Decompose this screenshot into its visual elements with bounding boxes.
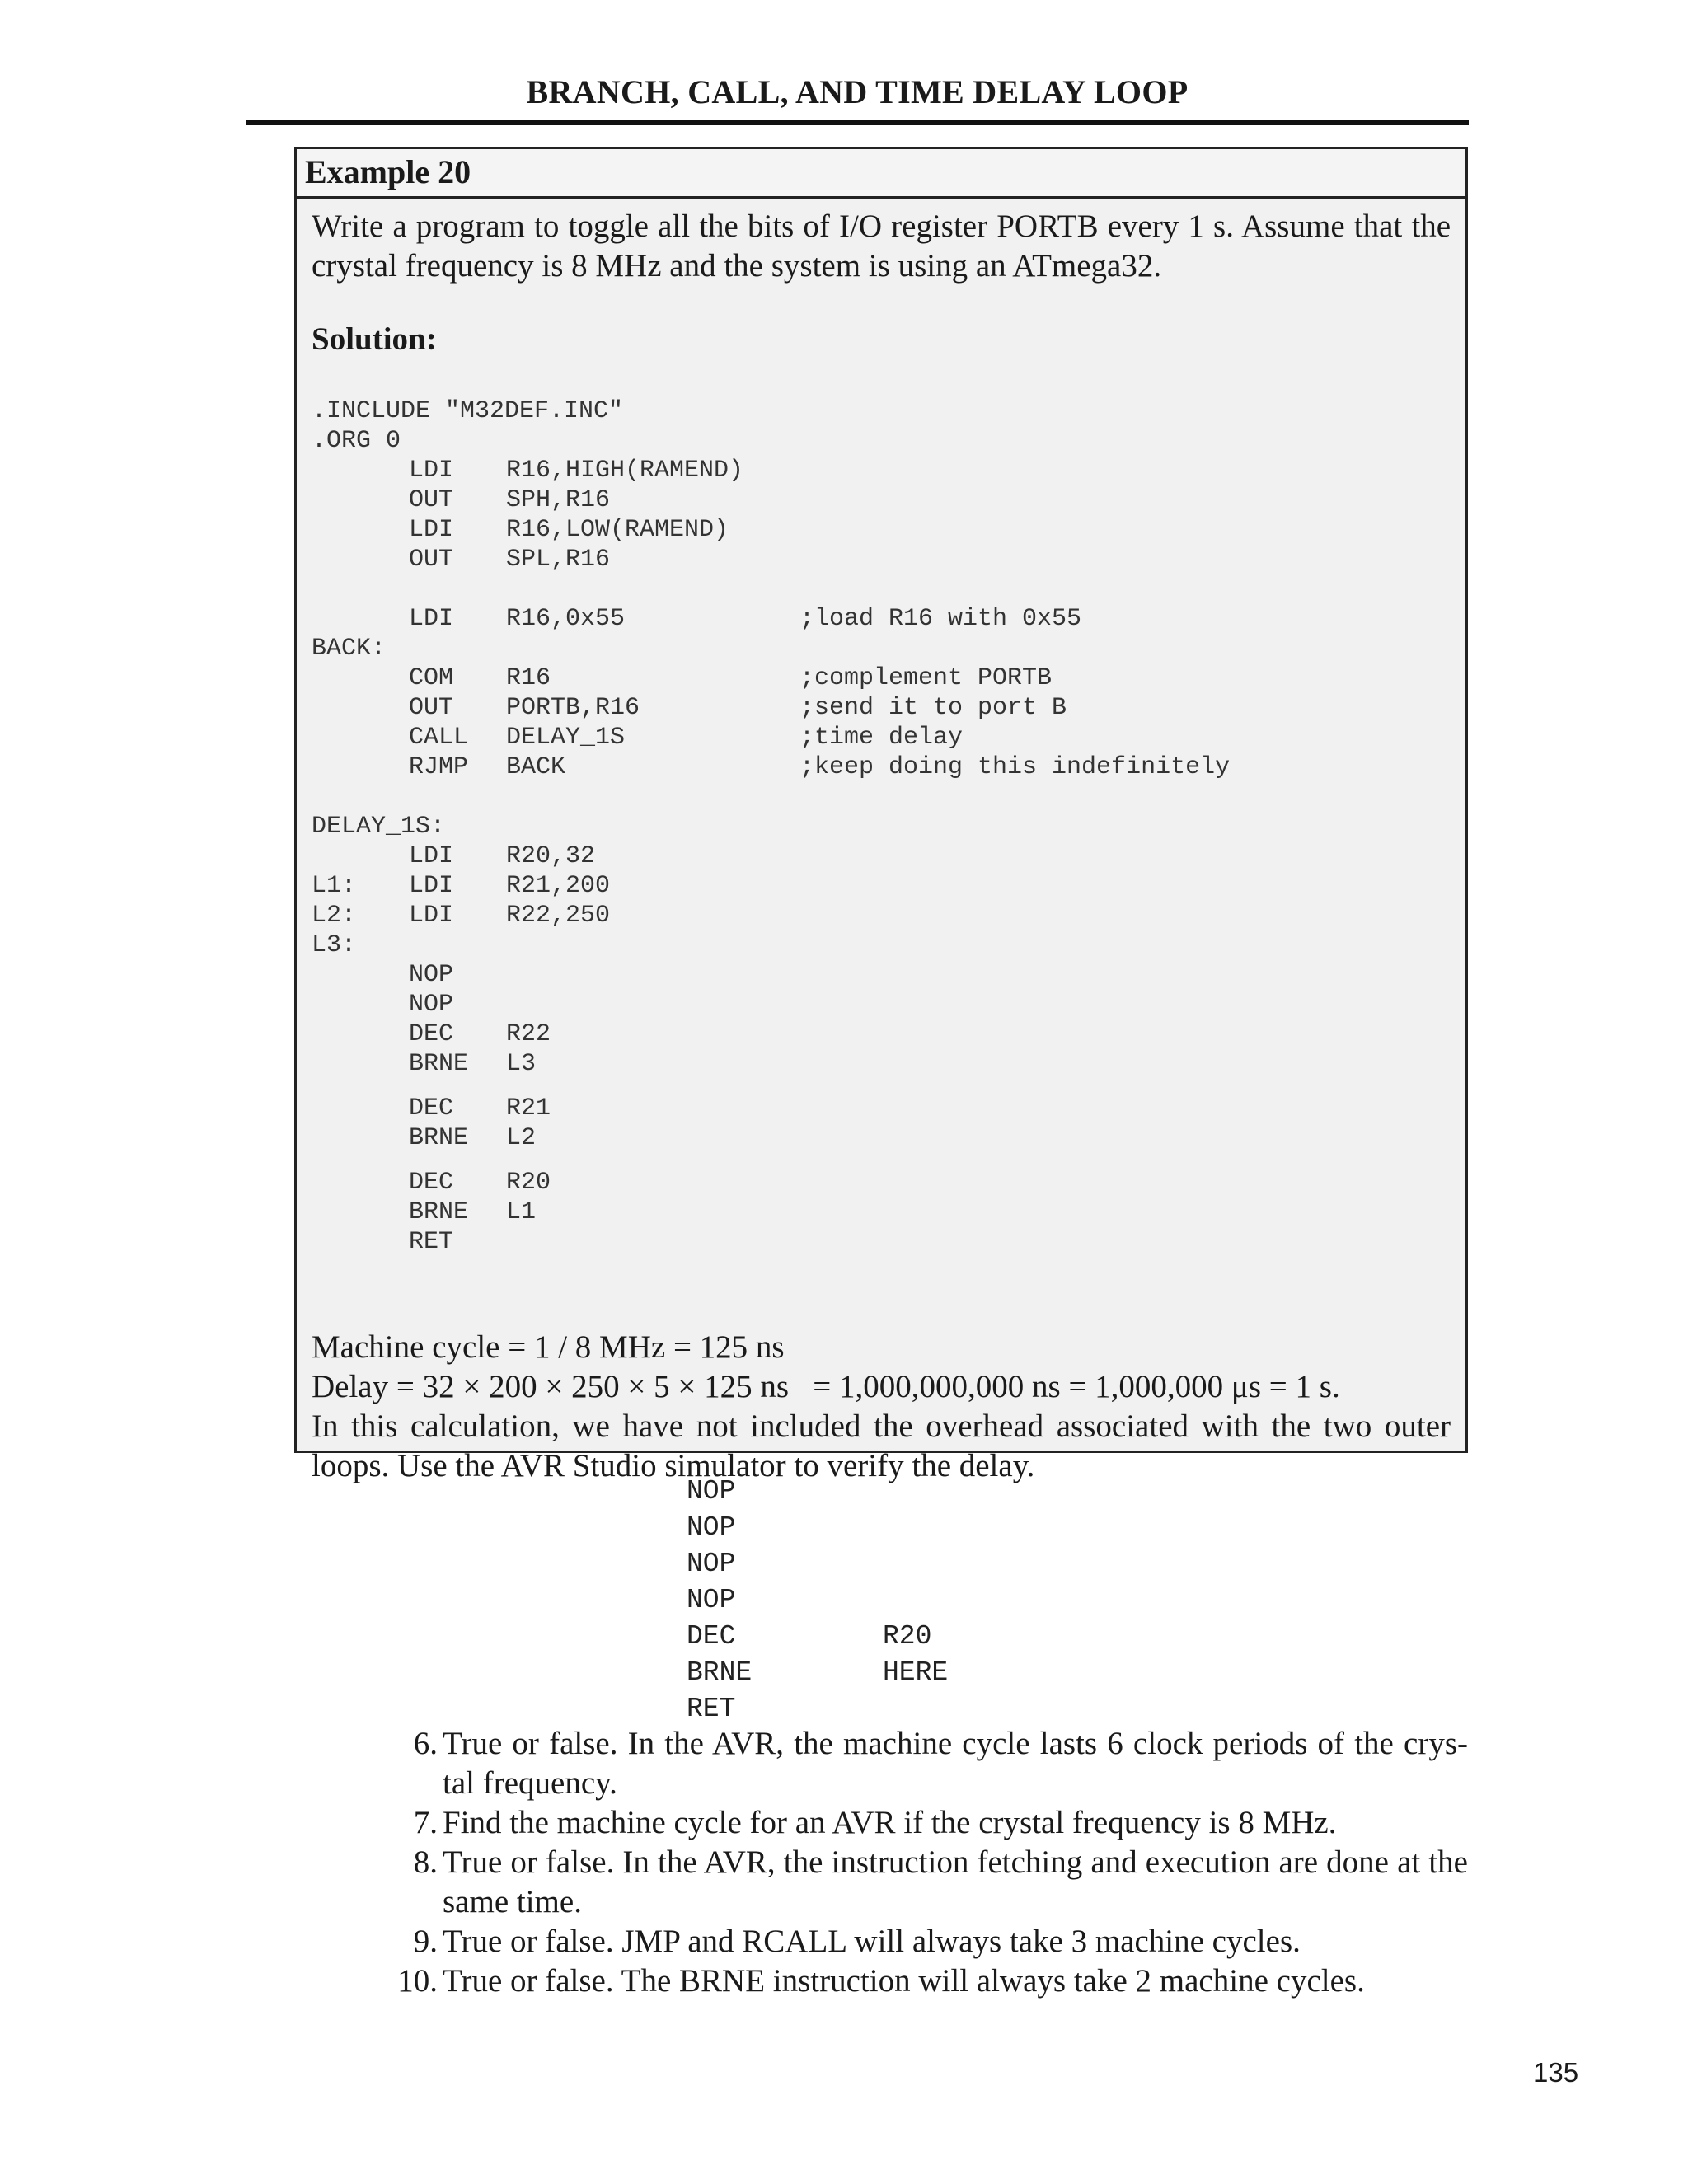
code-comment: ;send it to port B <box>799 694 1067 722</box>
example-box <box>294 147 1468 1483</box>
example-prompt: Write a program to toggle all the bits of I/O register PORTB every 1 s. Assume that the crystal frequency is 8 MHz and the system is using an ATmega32. <box>312 209 1451 284</box>
code-comment: ;complement PORTB <box>799 664 1053 692</box>
review-questions <box>392 1724 1468 2001</box>
question-text: True or false. The BRNE instruction will always take 2 machine cycles. <box>443 1963 1365 1999</box>
code-operand: L3 <box>506 1050 537 1078</box>
code-operand: R20 <box>883 1621 932 1652</box>
code-operand: R21 <box>506 1094 551 1122</box>
code-operand: L1 <box>506 1198 537 1226</box>
code-opcode: NOP <box>687 1476 736 1507</box>
question-item <box>392 1843 1468 1922</box>
question-item <box>392 1803 1468 1843</box>
code-opcode: RJMP <box>409 753 469 781</box>
code-opcode: BRNE <box>409 1050 469 1078</box>
code-opcode: NOP <box>409 991 454 1019</box>
question-number: 6. <box>413 1726 438 1761</box>
solution-label: Solution: <box>312 321 437 357</box>
code-operand: SPL,R16 <box>506 546 611 574</box>
code-label: L3: <box>312 931 357 959</box>
code-operand: R22,250 <box>506 902 611 930</box>
example-title: Example 20 <box>297 149 1465 199</box>
code-opcode: BRNE <box>687 1657 753 1688</box>
code-opcode: RET <box>687 1694 736 1724</box>
code-operand: R16,HIGH(RAMEND) <box>506 457 744 485</box>
code-opcode: COM <box>409 664 454 692</box>
code-comment: ;load R16 with 0x55 <box>799 605 1082 633</box>
code-label: .INCLUDE "M32DEF.INC" <box>312 397 624 425</box>
code-opcode: BRNE <box>409 1124 469 1152</box>
code-opcode: OUT <box>409 694 454 722</box>
code-opcode: NOP <box>687 1512 736 1543</box>
code-opcode: DEC <box>409 1020 454 1048</box>
question-text: True or false. JMP and RCALL will always take 3 machine cycles. <box>443 1924 1301 1959</box>
question-item <box>392 1724 1468 1803</box>
code-opcode: DEC <box>409 1169 454 1197</box>
calculation-text <box>312 1328 1459 1486</box>
code-opcode: OUT <box>409 486 454 514</box>
code-opcode: LDI <box>409 516 454 544</box>
code-operand: R22 <box>506 1020 551 1048</box>
code-opcode: LDI <box>409 872 454 900</box>
code-operand: R20 <box>506 1169 551 1197</box>
code-operand: L2 <box>506 1124 537 1152</box>
question-number: 9. <box>413 1924 438 1959</box>
code-opcode: BRNE <box>409 1198 469 1226</box>
code-label: BACK: <box>312 635 387 663</box>
calc-line: In this calculation, we have not included the overhead associated with the two outer loops. Use the AVR Studio simulator to verify the delay. <box>312 1408 1459 1483</box>
code-opcode: NOP <box>687 1585 736 1615</box>
question-text: True or false. In the AVR, the instruction fetching and execution are done at the same time. <box>443 1844 1468 1919</box>
code-opcode: LDI <box>409 605 454 633</box>
header-rule <box>246 120 1469 125</box>
code-operand: SPH,R16 <box>506 486 611 514</box>
page-header-title: BRANCH, CALL, AND TIME DELAY LOOP <box>526 73 1189 110</box>
code-opcode: LDI <box>409 902 454 930</box>
code-comment: ;time delay <box>799 724 964 752</box>
code-opcode: CALL <box>409 724 469 752</box>
code-opcode: LDI <box>409 842 454 870</box>
code-operand: R20,32 <box>506 842 596 870</box>
code-opcode: NOP <box>687 1549 736 1579</box>
code-opcode: RET <box>409 1228 454 1256</box>
code-label: DELAY_1S: <box>312 813 446 841</box>
code-opcode: OUT <box>409 546 454 574</box>
code-operand: BACK <box>506 753 566 781</box>
code-operand: DELAY_1S <box>506 724 626 752</box>
code-operand: R16 <box>506 664 551 692</box>
code-opcode: DEC <box>409 1094 454 1122</box>
question-number: 7. <box>413 1805 438 1840</box>
code-operand: R16,LOW(RAMEND) <box>506 516 729 544</box>
question-text: True or false. In the AVR, the machine cycle lasts 6 clock periods of the crys-tal frequency. <box>443 1726 1468 1801</box>
code-opcode: LDI <box>409 457 454 485</box>
code-opcode: DEC <box>687 1621 736 1652</box>
code-label: .ORG 0 <box>312 427 401 455</box>
code-operand: R16,0x55 <box>506 605 626 633</box>
code-opcode: NOP <box>409 961 454 989</box>
question-item <box>392 1961 1468 2001</box>
code-label: L2: <box>312 902 357 930</box>
code-operand: R21,200 <box>506 872 611 900</box>
code-operand: HERE <box>883 1657 949 1688</box>
code-label: L1: <box>312 872 357 900</box>
code-comment: ;keep doing this indefinitely <box>799 753 1231 781</box>
calc-line: Machine cycle = 1 / 8 MHz = 125 ns <box>312 1329 785 1365</box>
calc-line: Delay = 32 × 200 × 250 × 5 × 125 ns = 1,000,000,000 ns = 1,000,000 μs = 1 s. <box>312 1369 1340 1404</box>
page-number: 135 <box>1533 2057 1579 2088</box>
question-number: 8. <box>413 1844 438 1880</box>
question-number: 10. <box>397 1963 438 1999</box>
question-item <box>392 1922 1468 1961</box>
question-text: Find the machine cycle for an AVR if the crystal frequency is 8 MHz. <box>443 1805 1337 1840</box>
code-operand: PORTB,R16 <box>506 694 640 722</box>
